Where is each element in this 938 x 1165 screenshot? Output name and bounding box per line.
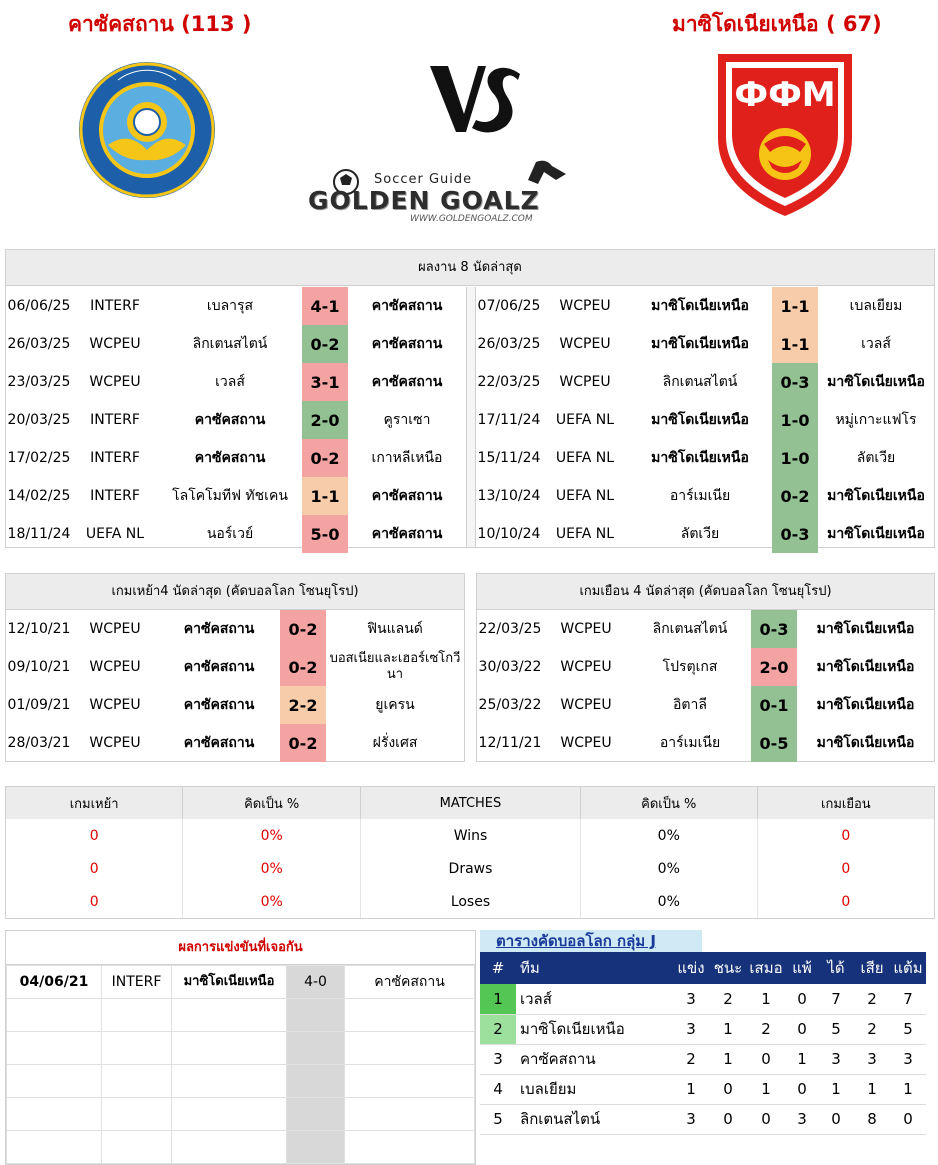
summary-row-loses: [6, 885, 934, 918]
match-home-team: อาร์เมเนีย: [669, 488, 731, 504]
match-row: [476, 287, 934, 325]
standings-title[interactable]: ตารางคัดบอลโลก กลุ่ม J: [480, 930, 702, 952]
match-date: 17/02/25: [7, 450, 71, 466]
home-draws-pct: 0%: [183, 852, 361, 885]
match-row: [477, 610, 934, 648]
standings-pos: 2: [480, 1014, 516, 1044]
home-draws: 0: [6, 852, 183, 885]
match-score: 2-2: [280, 686, 326, 724]
away-logo-text: ФФМ: [734, 75, 836, 115]
summary-table: [5, 786, 935, 919]
away-loses: 0: [841, 893, 851, 910]
standings-ga: 1: [854, 1074, 890, 1104]
match-away-team: มาซิโดเนียเหนือ: [816, 735, 915, 751]
standings-row: [480, 1104, 926, 1134]
match-score: 0-3: [772, 515, 818, 553]
match-row: [477, 648, 934, 686]
away-loses-pct: 0%: [580, 885, 757, 918]
match-score: 0-1: [751, 686, 797, 724]
match-competition: WCPEU: [560, 697, 612, 713]
match-competition: WCPEU: [89, 374, 141, 390]
standings-pts: 0: [890, 1104, 926, 1134]
summary-header: เกมเยือน: [757, 787, 934, 819]
standings-pos: 3: [480, 1044, 516, 1074]
match-score: 1-1: [772, 325, 818, 363]
match-home-team: เบลารุส: [206, 298, 254, 314]
match-date: 17/11/24: [477, 412, 541, 428]
standings-pts: 7: [890, 984, 926, 1014]
standings-row: [480, 1014, 926, 1044]
standings-d: 1: [746, 984, 786, 1014]
match-away-team: มาซิโดเนียเหนือ: [816, 697, 915, 713]
h2h-row: [7, 966, 475, 999]
standings-header: แพ้: [786, 952, 818, 984]
standings-team: คาซัคสถาน: [516, 1044, 672, 1074]
home-team-title: คาซัคสถาน (113 ): [68, 12, 252, 36]
away-last8-table: [476, 287, 934, 553]
standings-l: 0: [786, 984, 818, 1014]
match-row: [476, 477, 934, 515]
summary-header: เกมเหย้า: [6, 787, 183, 819]
standings-l: 0: [786, 1074, 818, 1104]
standings-pos: 1: [480, 984, 516, 1014]
match-row: [476, 325, 934, 363]
match-date: 30/03/22: [478, 659, 542, 675]
match-home-team: มาซิโดเนียเหนือ: [651, 298, 749, 314]
match-date: 28/03/21: [7, 735, 71, 751]
match-date: 10/10/24: [477, 526, 541, 542]
summary-header: MATCHES: [361, 787, 581, 819]
match-date: 18/11/24: [7, 526, 71, 542]
match-row: [6, 401, 466, 439]
match-home-team: คาซัคสถาน: [183, 621, 255, 637]
standings-pts: 5: [890, 1014, 926, 1044]
match-home-team: โลโคโมทีฟ ทัชเคน: [172, 488, 288, 504]
match-away-team: ยูเครน: [375, 697, 415, 713]
standings-row: [480, 984, 926, 1014]
kazakhstan-federation-logo: [78, 50, 216, 210]
standings-row: [480, 1044, 926, 1074]
match-row: [476, 363, 934, 401]
match-row: [6, 325, 466, 363]
last-8-panel: [5, 249, 935, 548]
match-away-team: มาซิโดเนียเหนือ: [816, 621, 915, 637]
match-away-team: มาซิโดเนียเหนือ: [827, 526, 925, 542]
home-wins: 0: [6, 819, 183, 852]
match-home-team: คาซัคสถาน: [183, 735, 255, 751]
match-score: 0-2: [280, 610, 326, 648]
match-date: 23/03/25: [7, 374, 71, 390]
standings-ga: 3: [854, 1044, 890, 1074]
standings-p: 2: [672, 1044, 710, 1074]
match-row: [477, 724, 934, 762]
standings-gf: 0: [818, 1104, 854, 1134]
match-date: 12/10/21: [7, 621, 71, 637]
match-competition: WCPEU: [559, 336, 611, 352]
match-score: 1-0: [772, 439, 818, 477]
home-last4-panel: [5, 573, 465, 762]
match-home-team: ลิกเตนสไตน์: [662, 374, 738, 390]
standings-w: 2: [710, 984, 746, 1014]
match-score: 0-2: [772, 477, 818, 515]
h2h-score: 4-0: [287, 966, 345, 999]
match-date: 20/03/25: [7, 412, 71, 428]
match-away-team: คาซัคสถาน: [371, 488, 443, 504]
standings-p: 3: [672, 1104, 710, 1134]
standings-w: 1: [710, 1014, 746, 1044]
match-home-team: ลิกเตนสไตน์: [652, 621, 728, 637]
match-score: 1-0: [772, 401, 818, 439]
match-competition: INTERF: [90, 450, 140, 466]
match-row: [6, 439, 466, 477]
standings-header: ทีม: [516, 952, 672, 984]
standings-ga: 2: [854, 1014, 890, 1044]
match-score: 3-1: [302, 363, 348, 401]
standings-header: เสมอ: [746, 952, 786, 984]
match-home-team: คาซัคสถาน: [183, 659, 255, 675]
standings-d: 0: [746, 1044, 786, 1074]
match-row: [6, 363, 466, 401]
match-score: 5-0: [302, 515, 348, 553]
standings-table: [480, 952, 926, 1135]
away-team-title: มาซิโดเนียเหนือ ( 67): [672, 12, 882, 36]
summary-row-wins: [6, 819, 934, 852]
standings-header: เสีย: [854, 952, 890, 984]
match-competition: WCPEU: [559, 298, 611, 314]
standings-pts: 1: [890, 1074, 926, 1104]
h2h-away: คาซัคสถาน: [345, 966, 475, 999]
match-row: [6, 287, 466, 325]
match-score: 0-2: [280, 648, 326, 686]
macedonia-federation-logo: [712, 48, 858, 218]
match-away-team: ฟินแลนด์: [367, 621, 423, 637]
match-date: 12/11/21: [478, 735, 542, 751]
match-competition: WCPEU: [89, 659, 141, 675]
match-date: 14/02/25: [7, 488, 71, 504]
standings-p: 3: [672, 984, 710, 1014]
away-wins-pct: 0%: [580, 819, 757, 852]
match-score: 0-2: [302, 439, 348, 477]
match-away-team: เวลส์: [861, 336, 891, 352]
match-competition: WCPEU: [89, 697, 141, 713]
away-last4-title: เกมเยือน 4 นัดล่าสุด (คัดบอลโลก โซนยุโรป): [477, 574, 934, 610]
standings-p: 1: [672, 1074, 710, 1104]
match-away-team: เกาหลีเหนือ: [371, 450, 443, 466]
standings-d: 2: [746, 1014, 786, 1044]
home-wins-pct: 0%: [183, 819, 361, 852]
standings-l: 0: [786, 1014, 818, 1044]
match-away-team: มาซิโดเนียเหนือ: [827, 374, 925, 390]
match-competition: INTERF: [90, 412, 140, 428]
standings-row: [480, 1074, 926, 1104]
match-competition: WCPEU: [560, 659, 612, 675]
match-home-team: คาซัคสถาน: [194, 412, 266, 428]
match-competition: UEFA NL: [555, 450, 615, 466]
match-competition: UEFA NL: [555, 488, 615, 504]
match-competition: WCPEU: [89, 621, 141, 637]
match-date: 07/06/25: [477, 298, 541, 314]
match-competition: WCPEU: [89, 735, 141, 751]
match-date: 26/03/25: [7, 336, 71, 352]
standings-gf: 3: [818, 1044, 854, 1074]
standings-pts: 3: [890, 1044, 926, 1074]
match-score: 2-0: [751, 648, 797, 686]
last-8-title: ผลงาน 8 นัดล่าสุด: [6, 250, 934, 286]
standings-l: 1: [786, 1044, 818, 1074]
match-date: 22/03/25: [477, 374, 541, 390]
match-away-team: คาซัคสถาน: [371, 526, 443, 542]
h2h-title: ผลการแข่งขันที่เจอกัน: [6, 931, 475, 965]
match-away-team: คาซัคสถาน: [371, 374, 443, 390]
match-competition: WCPEU: [89, 336, 141, 352]
away-wins: 0: [841, 827, 851, 844]
standings-gf: 7: [818, 984, 854, 1014]
match-competition: WCPEU: [560, 621, 612, 637]
standings-header: ชนะ: [710, 952, 746, 984]
match-competition: INTERF: [90, 488, 140, 504]
brand-title: GOLDEN GOALZ: [308, 186, 540, 215]
away-draws: 0: [841, 860, 851, 877]
h2h-date: 04/06/21: [7, 966, 102, 999]
standings-header: แต้ม: [890, 952, 926, 984]
match-row: [6, 610, 464, 648]
standings-pos: 5: [480, 1104, 516, 1134]
standings-header: #: [480, 952, 516, 984]
match-score: 0-3: [772, 363, 818, 401]
match-away-team: คูราเซา: [383, 412, 431, 428]
standings-w: 0: [710, 1074, 746, 1104]
match-away-team: มาซิโดเนียเหนือ: [827, 488, 925, 504]
home-loses: 0: [6, 885, 183, 918]
match-away-team: เบลเยียม: [849, 298, 903, 314]
match-row: [476, 515, 934, 553]
match-competition: INTERF: [90, 298, 140, 314]
standings-team: เบลเยียม: [516, 1074, 672, 1104]
match-score: 0-2: [280, 724, 326, 762]
home-loses-pct: 0%: [183, 885, 361, 918]
match-competition: UEFA NL: [85, 526, 145, 542]
standings-gf: 1: [818, 1074, 854, 1104]
match-away-team: บอสเนียและเฮอร์เซโกวีนา: [329, 651, 461, 682]
match-home-team: อาร์เมเนีย: [659, 735, 721, 751]
match-home-team: เวลส์: [215, 374, 245, 390]
brand-url: WWW.GOLDENGOALZ.COM: [410, 214, 533, 224]
match-date: 25/03/22: [478, 697, 542, 713]
match-away-team: มาซิโดเนียเหนือ: [816, 659, 915, 675]
match-row: [6, 477, 466, 515]
standings-team: ลิกเตนสไตน์: [516, 1104, 672, 1134]
standings-d: 1: [746, 1074, 786, 1104]
summary-header: คิดเป็น %: [183, 787, 361, 819]
match-away-team: หมู่เกาะแฟโร: [835, 412, 917, 428]
match-date: 15/11/24: [477, 450, 541, 466]
match-row: [476, 439, 934, 477]
h2h-comp: INTERF: [102, 966, 172, 999]
standings-ga: 8: [854, 1104, 890, 1134]
match-score: 2-0: [302, 401, 348, 439]
away-last4-panel: [476, 573, 935, 762]
match-competition: WCPEU: [559, 374, 611, 390]
wins-label: Wins: [361, 819, 581, 852]
match-date: 22/03/25: [478, 621, 542, 637]
loses-label: Loses: [361, 885, 581, 918]
match-row: [477, 686, 934, 724]
match-date: 09/10/21: [7, 659, 71, 675]
head-to-head-panel: [5, 930, 476, 1165]
standings-pos: 4: [480, 1074, 516, 1104]
h2h-home: มาซิโดเนียเหนือ: [172, 966, 287, 999]
draws-label: Draws: [361, 852, 581, 885]
match-home-team: คาซัคสถาน: [194, 450, 266, 466]
standings-team: เวลส์: [516, 984, 672, 1014]
summary-row-draws: [6, 852, 934, 885]
match-score: 0-2: [302, 325, 348, 363]
match-home-team: นอร์เวย์: [206, 526, 254, 542]
match-home-team: มาซิโดเนียเหนือ: [651, 336, 749, 352]
match-date: 01/09/21: [7, 697, 71, 713]
golden-goalz-logo: [306, 158, 640, 224]
standings-w: 0: [710, 1104, 746, 1134]
home-last4-title: เกมเหย้า4 นัดล่าสุด (คัดบอลโลก โซนยุโรป): [6, 574, 464, 610]
standings-l: 3: [786, 1104, 818, 1134]
brand-subtitle: Soccer Guide: [374, 172, 473, 187]
match-competition: WCPEU: [560, 735, 612, 751]
match-date: 06/06/25: [7, 298, 71, 314]
match-date: 26/03/25: [477, 336, 541, 352]
standings-w: 1: [710, 1044, 746, 1074]
match-row: [6, 515, 466, 553]
summary-header: คิดเป็น %: [580, 787, 757, 819]
standings-header: ได้: [818, 952, 854, 984]
match-competition: UEFA NL: [555, 526, 615, 542]
standings-team: มาซิโดเนียเหนือ: [516, 1014, 672, 1044]
match-score: 0-3: [751, 610, 797, 648]
vs-icon: [428, 62, 524, 136]
match-competition: UEFA NL: [555, 412, 615, 428]
match-home-team: อิตาลี: [673, 697, 707, 713]
match-row: [476, 401, 934, 439]
match-score: 1-1: [302, 477, 348, 515]
match-away-team: ลัตเวีย: [856, 450, 896, 466]
match-away-team: คาซัคสถาน: [371, 298, 443, 314]
match-row: [6, 686, 464, 724]
match-home-team: ลัตเวีย: [680, 526, 720, 542]
away-draws-pct: 0%: [580, 852, 757, 885]
match-home-team: มาซิโดเนียเหนือ: [651, 450, 749, 466]
match-home-team: โปรตุเกส: [662, 659, 718, 675]
match-away-team: คาซัคสถาน: [371, 336, 443, 352]
match-home-team: มาซิโดเนียเหนือ: [651, 412, 749, 428]
match-date: 13/10/24: [477, 488, 541, 504]
match-away-team: ฝรั่งเศส: [372, 735, 418, 751]
match-score: 0-5: [751, 724, 797, 762]
match-home-team: คาซัคสถาน: [183, 697, 255, 713]
standings-ga: 2: [854, 984, 890, 1014]
match-score: 1-1: [772, 287, 818, 325]
home-last8-table: [6, 287, 466, 553]
match-row: [6, 648, 464, 686]
standings-p: 3: [672, 1014, 710, 1044]
standings-header: แข่ง: [672, 952, 710, 984]
match-score: 4-1: [302, 287, 348, 325]
match-row: [6, 724, 464, 762]
match-home-team: ลิกเตนสไตน์: [192, 336, 268, 352]
standings-gf: 5: [818, 1014, 854, 1044]
standings-d: 0: [746, 1104, 786, 1134]
